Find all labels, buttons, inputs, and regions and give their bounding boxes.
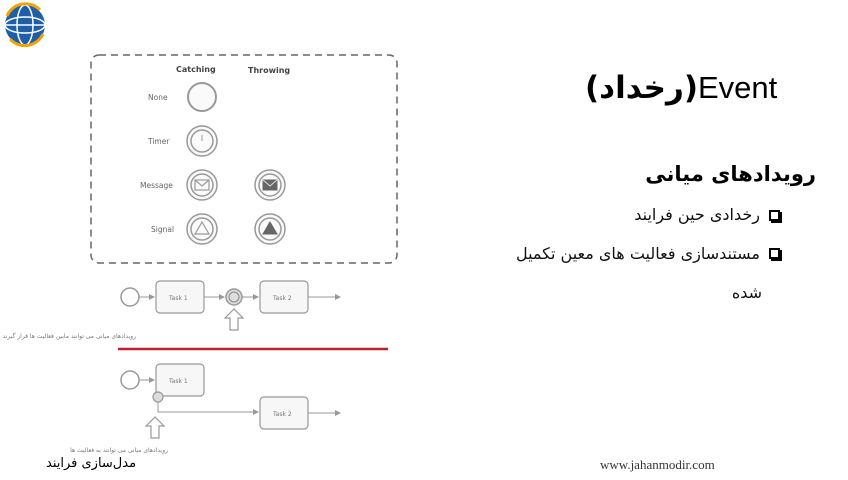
- bullet-item-1: رخدادی حین فرایند: [634, 205, 760, 224]
- bullet-item-2: مستندسازی فعالیت های معین تکمیل: [515, 244, 760, 263]
- task-1-label: Task 1: [169, 378, 188, 385]
- bullet-checkbox-icon: [769, 210, 780, 221]
- col-catching-label: Catching: [176, 65, 216, 74]
- start-event-icon: [121, 371, 139, 389]
- signal-catching-event-icon: [187, 214, 217, 244]
- message-catching-event-icon: [187, 170, 217, 200]
- bullet-checkbox-icon: [769, 248, 780, 259]
- section-heading: رویدادهای میانی: [645, 162, 816, 186]
- footer-course-title: مدل‌سازی فرایند: [46, 456, 137, 471]
- none-catching-event-icon: [188, 83, 216, 111]
- boundary-event-icon: [153, 392, 163, 402]
- row-label-signal: Signal: [151, 225, 175, 234]
- title-english: Event: [697, 70, 778, 105]
- footer-website: www.jahanmodir.com: [600, 457, 715, 472]
- slide-title: [585, 66, 778, 110]
- task-2-label: Task 2: [273, 411, 292, 418]
- row-label-none: None: [148, 93, 168, 102]
- up-arrow-icon: [225, 309, 243, 330]
- caption-attached-to-activities: رویدادهای میانی می توانند به فعالیت ها: [70, 447, 168, 454]
- message-throwing-event-icon: [255, 170, 285, 200]
- row-label-timer: Timer: [148, 137, 170, 146]
- timer-catching-event-icon: [187, 126, 217, 156]
- row-label-message: Message: [140, 181, 173, 190]
- task-1-label: Task 1: [169, 295, 188, 302]
- up-arrow-icon: [146, 417, 164, 438]
- signal-throwing-event-icon: [255, 214, 285, 244]
- logo-globe-icon: [2, 2, 48, 48]
- start-event-icon: [121, 288, 139, 306]
- event-types-frame: [91, 55, 397, 263]
- intermediate-event-icon: [226, 289, 242, 305]
- bpmn-event-diagram: [2, 52, 400, 462]
- bullet-item-2-continued: شده: [731, 283, 762, 302]
- task-2-label: Task 2: [273, 295, 292, 302]
- title-persian: (رخداد): [585, 70, 698, 106]
- col-throwing-label: Throwing: [248, 66, 291, 75]
- caption-between-activities: رویدادهای میانی می توانند مابین فعالیت ها قرار گیرند: [2, 333, 136, 340]
